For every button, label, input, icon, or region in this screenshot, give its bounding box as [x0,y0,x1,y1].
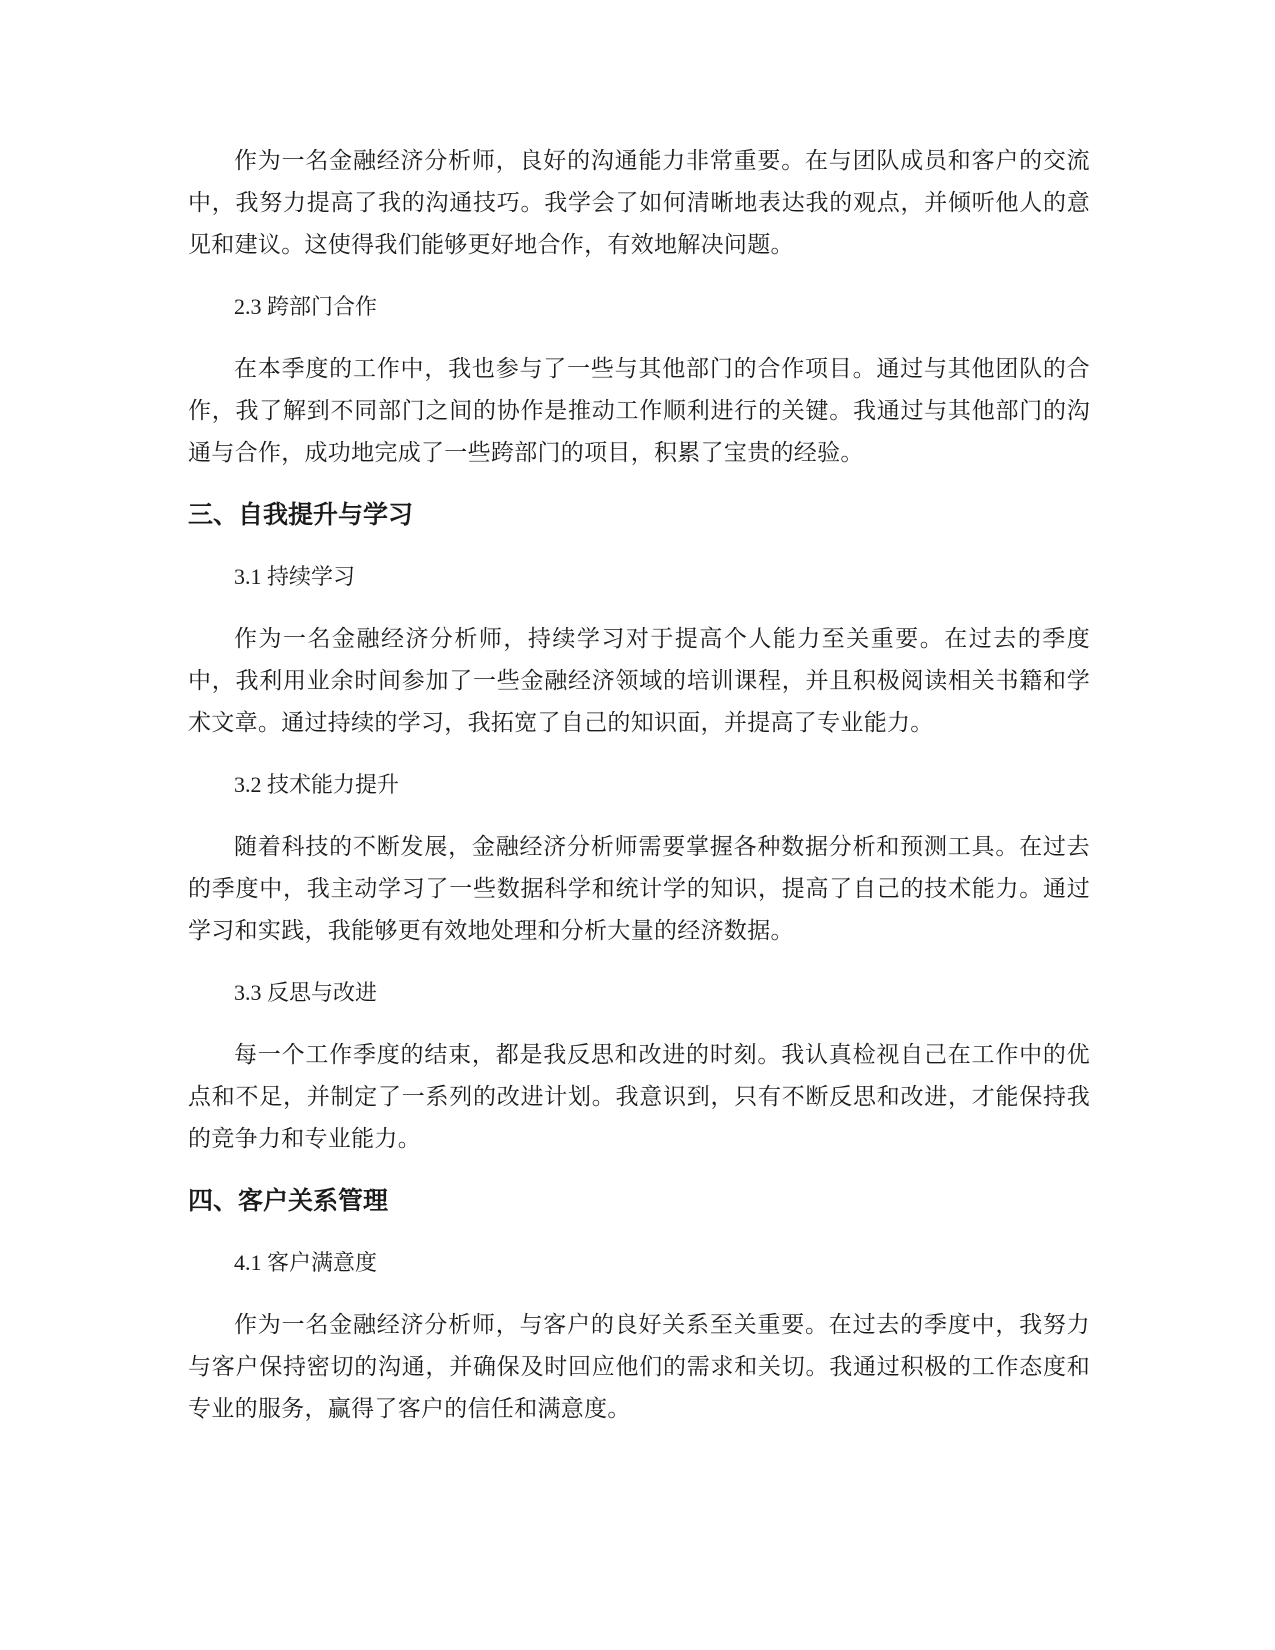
document-body [188,140,1090,1450]
subheading-3-3: 3.3 反思与改进 [234,980,378,1005]
subheading-4-1: 4.1 客户满意度 [234,1250,378,1275]
subheading-3-2: 3.2 技术能力提升 [234,772,400,797]
paragraph-continuous-learning: 作为一名金融经济分析师，持续学习对于提高个人能力至关重要。在过去的季度中，我利用业余时间参加了一些金融经济领域的培训课程，并且积极阅读相关书籍和学术文章。通过持续的学习，我拓宽了自己的知识面，并提高了专业能力。 [188,626,1090,736]
paragraph-communication: 作为一名金融经济分析师，良好的沟通能力非常重要。在与团队成员和客户的交流中，我努力提高了我的沟通技巧。我学会了如何清晰地表达我的观点，并倾听他人的意见和建议。这使得我们能够更好地合作，有效地解决问题。 [188,148,1090,258]
paragraph-reflection: 每一个工作季度的结束，都是我反思和改进的时刻。我认真检视自己在工作中的优点和不足，并制定了一系列的改进计划。我意识到，只有不断反思和改进，才能保持我的竞争力和专业能力。 [188,1042,1090,1152]
paragraph-client-satisfaction: 作为一名金融经济分析师，与客户的良好关系至关重要。在过去的季度中，我努力与客户保持密切的沟通，并确保及时回应他们的需求和关切。我通过积极的工作态度和专业的服务，赢得了客户的信任和满意度。 [188,1312,1090,1422]
section-heading-4: 四、客户关系管理 [188,1186,389,1215]
subheading-2-3: 2.3 跨部门合作 [234,294,378,319]
section-heading-3: 三、自我提升与学习 [188,500,414,529]
paragraph-technical-skills: 随着科技的不断发展，金融经济分析师需要掌握各种数据分析和预测工具。在过去的季度中，我主动学习了一些数据科学和统计学的知识，提高了自己的技术能力。通过学习和实践，我能够更有效地处理和分析大量的经济数据。 [188,834,1090,944]
paragraph-cross-department: 在本季度的工作中，我也参与了一些与其他部门的合作项目。通过与其他团队的合作，我了解到不同部门之间的协作是推动工作顺利进行的关键。我通过与其他部门的沟通与合作，成功地完成了一些跨部门的项目，积累了宝贵的经验。 [188,356,1090,466]
subheading-3-1: 3.1 持续学习 [234,564,356,589]
